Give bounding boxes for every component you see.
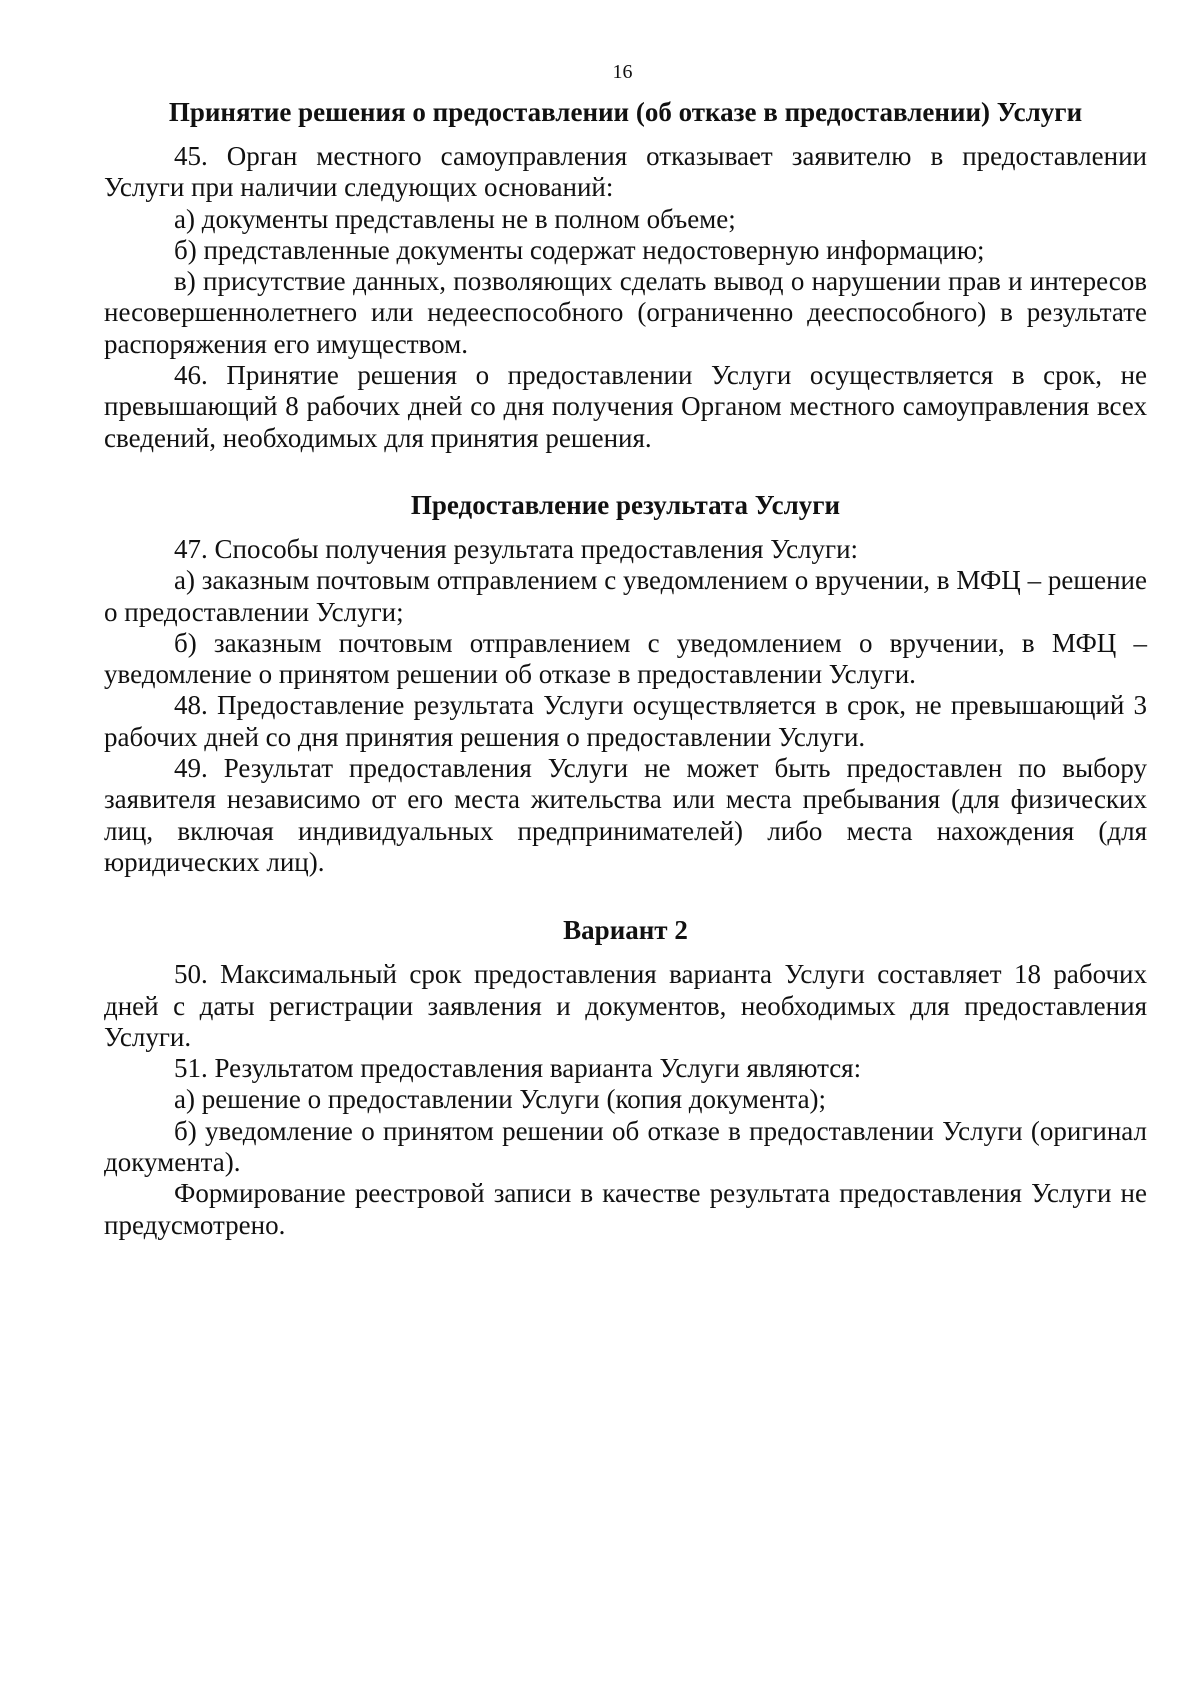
section-heading: Предоставление результата Услуги bbox=[410, 489, 841, 520]
paragraph: 49. Результат предоставления Услуги не может быть предоставлен по выбору заявителя независимо от его места жительства или места пребывания (для физических лиц, включая индивидуальных предпринимателей) либо места нахождения (для юридических лиц). bbox=[104, 753, 1147, 877]
paragraph: б) представленные документы содержат недостоверную информацию; bbox=[174, 234, 985, 265]
paragraph: 50. Максимальный срок предоставления варианта Услуги составляет 18 рабочих дней с даты регистрации заявления и документов, необходимых для предоставления Услуги. bbox=[104, 959, 1147, 1052]
paragraph: а) документы представлены не в полном объеме; bbox=[174, 203, 736, 234]
paragraph: 47. Способы получения результата предоставления Услуги: bbox=[174, 533, 859, 564]
section-heading: Вариант 2 bbox=[563, 915, 688, 946]
paragraph: а) заказным почтовым отправлением с уведомлением о вручении, в МФЦ – решение о предоставлении Услуги; bbox=[104, 565, 1147, 627]
paragraph: 45. Орган местного самоуправления отказывает заявителю в предоставлении Услуги при наличии следующих оснований: bbox=[104, 141, 1147, 203]
paragraph: б) заказным почтовым отправлением с уведомлением о вручении, в МФЦ – уведомление о принятом решении об отказе в предоставлении Услуги. bbox=[104, 627, 1147, 690]
page-number: 16 bbox=[612, 61, 633, 83]
paragraph: в) присутствие данных, позволяющих сделать вывод о нарушении прав и интересов несовершеннолетнего или недееспособного (ограниченно дееспособного) в результате распоряжения его имуществом. bbox=[104, 266, 1147, 359]
paragraph: 48. Предоставление результата Услуги осуществляется в срок, не превышающий 3 рабочих дней со дня принятия решения о предоставлении Услуги. bbox=[104, 690, 1147, 752]
section-variant-2 bbox=[104, 914, 1147, 1241]
section-result-delivery bbox=[104, 489, 1147, 878]
page-content bbox=[104, 60, 1147, 1241]
paragraph: б) уведомление о принятом решении об отказе в предоставлении Услуги (оригинал документа). bbox=[104, 1115, 1147, 1178]
section-heading: Принятие решения о предоставлении (об отказе в предоставлении) Услуги bbox=[168, 97, 1083, 127]
paragraph: Формирование реестровой записи в качестве результата предоставления Услуги не предусмотрено. bbox=[104, 1178, 1147, 1240]
paragraph: а) решение о предоставлении Услуги (копия документа); bbox=[174, 1084, 827, 1115]
section-decision bbox=[104, 96, 1147, 454]
paragraph: 46. Принятие решения о предоставлении Услуги осуществляется в срок, не превышающий 8 рабочих дней со дня получения Органом местного самоуправления всех сведений, необходимых для принятия решения. bbox=[104, 360, 1147, 453]
paragraph: 51. Результатом предоставления варианта Услуги являются: bbox=[174, 1053, 862, 1084]
